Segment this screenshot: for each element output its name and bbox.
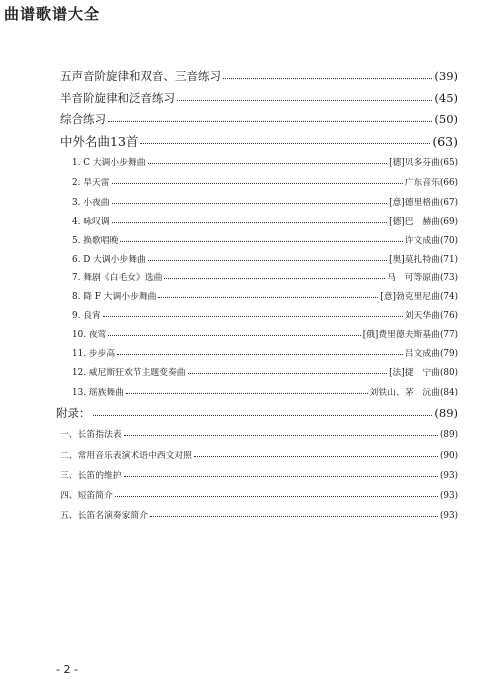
toc-entry-title: 中外名曲13首 xyxy=(60,134,139,149)
toc-entry-page: (73) xyxy=(439,273,458,283)
leader-dots xyxy=(115,496,438,497)
leader-dots xyxy=(148,163,388,164)
toc-entry-title: 五、长笛名演奏家简介 xyxy=(60,511,148,521)
leader-dots xyxy=(194,456,438,457)
toc-entry-page: (90) xyxy=(439,451,458,461)
toc-entry-composer: 广东音乐 xyxy=(404,178,440,188)
toc-entry-page: (76) xyxy=(439,311,458,321)
toc-entry-composer: [法]捷 宁曲 xyxy=(389,368,440,378)
toc-entry-title: 12. 威尼斯狂欢节主题变奏曲 xyxy=(72,368,186,378)
toc-entry[interactable] xyxy=(60,68,458,84)
toc-entry[interactable] xyxy=(60,468,458,481)
toc-entry-composer: [俄]费里德夫斯基曲 xyxy=(362,330,440,340)
toc-entry-title: 五声音阶旋律和双音、三音练习 xyxy=(60,69,221,83)
toc-entry-composer: 吕文成曲 xyxy=(404,349,440,359)
toc-entry-page: (71) xyxy=(439,255,458,265)
toc-entry[interactable] xyxy=(72,233,458,246)
toc-entry-title: 7. 舞剧《白毛女》选曲 xyxy=(72,273,163,283)
toc-entry-page: (89) xyxy=(434,406,458,420)
toc-entry[interactable] xyxy=(72,155,458,168)
toc-entry[interactable] xyxy=(72,289,458,302)
toc-entry[interactable] xyxy=(60,448,458,461)
toc-entry[interactable] xyxy=(72,195,458,208)
toc-entry[interactable] xyxy=(72,346,458,359)
toc-entry-composer: 马 可等原曲 xyxy=(387,273,440,283)
toc-entry-page: (66) xyxy=(439,178,458,188)
toc-entry-page: (74) xyxy=(439,292,458,302)
toc-entry-title: 4. 咏叹调 xyxy=(72,217,110,227)
toc-entry-title: 二、常用音乐表演术语中西文对照 xyxy=(60,451,192,461)
toc-entry-title: 2. 旱天雷 xyxy=(72,178,110,188)
toc-entry-composer: 许文成曲 xyxy=(404,236,440,246)
toc-entry[interactable] xyxy=(72,252,458,265)
leader-dots xyxy=(117,354,403,355)
leader-dots xyxy=(140,143,430,144)
toc-entry-page: (70) xyxy=(439,236,458,246)
toc-entry-page: (80) xyxy=(439,368,458,378)
toc-entry-title: 综合练习 xyxy=(60,112,106,126)
watermark-text: 曲谱歌谱大全 xyxy=(4,5,101,23)
toc-entry[interactable] xyxy=(60,427,458,440)
toc-entry[interactable] xyxy=(72,270,458,283)
leader-dots xyxy=(108,121,432,122)
page-number: - 2 - xyxy=(56,663,78,676)
toc-entry-page: (79) xyxy=(439,349,458,359)
toc-entry-page: (63) xyxy=(432,134,458,149)
toc-entry-page: (93) xyxy=(439,471,458,481)
toc-entry[interactable] xyxy=(60,90,458,106)
toc-entry-title: 四、短笛简介 xyxy=(60,491,113,501)
toc-entry[interactable] xyxy=(60,508,458,521)
leader-dots xyxy=(103,316,403,317)
leader-dots xyxy=(112,203,387,204)
toc-entry-composer: 刘铁山、茅 沅曲 xyxy=(369,388,440,398)
leader-dots xyxy=(120,241,402,242)
toc-entry-title: 6. D 大调小步舞曲 xyxy=(72,255,146,265)
toc-entry[interactable] xyxy=(60,132,458,150)
toc-entry[interactable] xyxy=(60,111,458,127)
leader-dots xyxy=(223,78,432,79)
toc-entry[interactable] xyxy=(72,308,458,321)
leader-dots xyxy=(124,476,438,477)
toc-entry-title: 11. 步步高 xyxy=(72,349,116,359)
toc-entry-page: (67) xyxy=(439,198,458,208)
toc-entry-page: (69) xyxy=(439,217,458,227)
toc-entry-title: 半音阶旋律和泛音练习 xyxy=(60,91,175,105)
toc-entry-title: 10. 夜莺 xyxy=(72,330,107,340)
toc-entry-page: (84) xyxy=(439,388,458,398)
leader-dots xyxy=(164,278,385,279)
toc-entry-title: 3. 小夜曲 xyxy=(72,198,110,208)
leader-dots xyxy=(108,335,360,336)
toc-entry-title: 9. 良宵 xyxy=(72,311,101,321)
toc-entry[interactable] xyxy=(72,214,458,227)
leader-dots xyxy=(112,222,387,223)
toc-entry-page: (77) xyxy=(439,330,458,340)
toc-entry[interactable] xyxy=(60,488,458,501)
toc-entry-page: (45) xyxy=(434,91,458,105)
toc-entry[interactable] xyxy=(72,327,458,340)
leader-dots xyxy=(112,183,403,184)
toc-entry[interactable] xyxy=(72,175,458,188)
leader-dots xyxy=(188,373,388,374)
toc-entry-page: (93) xyxy=(439,491,458,501)
toc-entry-composer: [德]贝多芬曲 xyxy=(389,158,440,168)
leader-dots xyxy=(126,393,368,394)
leader-dots xyxy=(150,516,438,517)
toc-entry-composer: 刘天华曲 xyxy=(404,311,440,321)
toc-entry-composer: [意]德里格曲 xyxy=(389,198,440,208)
toc-entry-title: 附录： xyxy=(56,406,91,420)
leader-dots xyxy=(93,415,433,416)
toc-entry-title: 三、长笛的维护 xyxy=(60,471,122,481)
leader-dots xyxy=(148,260,387,261)
leader-dots xyxy=(158,297,378,298)
toc-entry-title: 1. C 大调小步舞曲 xyxy=(72,158,146,168)
toc-entry-page: (50) xyxy=(434,112,458,126)
toc-entry-title: 13. 瑶族舞曲 xyxy=(72,388,124,398)
toc-entry-page: (39) xyxy=(434,69,458,83)
toc-entry[interactable] xyxy=(72,365,458,378)
toc-entry-composer: [奥]莫扎特曲 xyxy=(389,255,440,265)
toc-entry[interactable] xyxy=(72,385,458,398)
toc-entry-page: (93) xyxy=(439,511,458,521)
leader-dots xyxy=(177,100,432,101)
toc-entry-title: 一、长笛指法表 xyxy=(60,430,122,440)
toc-entry-page: (65) xyxy=(439,158,458,168)
toc-entry-page: (89) xyxy=(439,430,458,440)
toc-entry-title: 5. 换歌唱晚 xyxy=(72,236,119,246)
toc-entry-composer: [德]巴 赫曲 xyxy=(389,217,440,227)
toc-entry-composer: [意]勃克里尼曲 xyxy=(380,292,440,302)
toc-entry[interactable] xyxy=(56,405,458,421)
toc-entry-title: 8. 降 F 大调小步舞曲 xyxy=(72,292,157,302)
leader-dots xyxy=(124,435,438,436)
